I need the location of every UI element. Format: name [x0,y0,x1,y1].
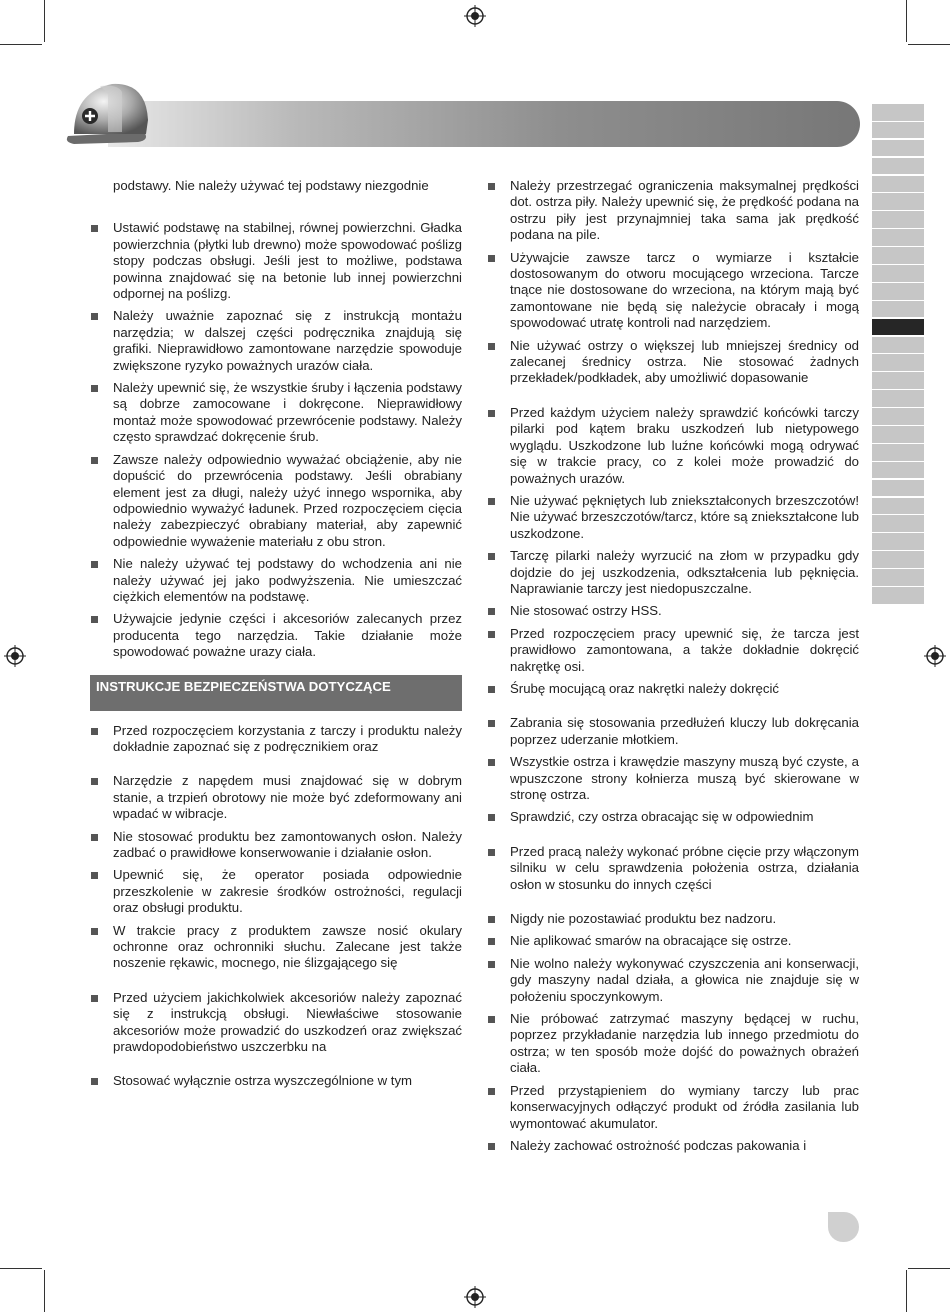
bullet-icon [488,916,495,923]
list-item-text: Śrubę mocującą oraz nakrętki należy dokręcić [510,680,780,696]
registration-mark-icon [464,1286,486,1308]
list-item [487,178,859,244]
bullet-icon [488,759,495,766]
header-band [108,101,860,147]
bullet-icon [488,849,495,856]
crop-mark [908,44,950,45]
list-item-text: Stosować wyłącznie ostrza wyszczególnione w tym [113,1073,413,1089]
list-item-text: Przed przystąpieniem do wymiany tarczy lub prac konserwacyjnych odłączyć produkt od źródła zasilania lub wymontować akumulator. [510,1082,859,1131]
list-item [90,990,462,1056]
list-item [487,844,859,893]
language-tab-active [872,319,924,336]
list-item-text: Nie należy używać tej podstawy do wchodzenia ani nie należy używać jej jako podwyższenia. Nie umieszczać ciężkich elementów na podstawę. [113,556,462,604]
list-item-text: Przed pracą należy wykonać próbne cięcie przy włączonym silniku w celu sprawdzenia położenia ostrza, działania osłon w stosunku do innych części [510,843,859,892]
list-item-text: Nie próbować zatrzymać maszyny będącej w ruchu, poprzez przykładanie narzędzia lub innego przedmiotu do ostrza; w ten sposób może dojść do poważnych obrażeń ciała. [510,1011,859,1076]
language-tab [872,122,924,139]
list-item-text: Ustawić podstawę na stabilnej, równej powierzchni. Gładka powierzchnia (płytki lub drewno) może spowodować poślizg stopy podczas obsługi. Jeśli jest to możliwe, podstawa powinna znajdować się na betonie lub innej powierzchni odpornej na poślizg. [113,220,462,302]
bullet-icon [488,255,495,262]
list-item [487,911,859,927]
list-item-text: Nie wolno należy wykonywać czyszczenia ani konserwacji, gdy maszyny nadal działa, a głowica nie znajduje się w położeniu spoczynkowym. [510,955,859,1004]
paragraph: podstawy. Nie należy używać tej podstawy niezgodnie [113,178,429,193]
list-item [90,723,462,756]
language-tab [872,480,924,497]
list-item [487,626,859,675]
bullet-icon [488,720,495,727]
list-item [90,829,462,862]
bullet-icon [91,778,98,785]
language-tab [872,247,924,264]
registration-mark-icon [464,5,486,27]
language-tab-strip [872,104,924,605]
crop-mark [906,0,907,42]
list-item [90,867,462,916]
language-tab [872,372,924,389]
bullet-icon [488,814,495,821]
list-item-text: Przed użyciem jakichkolwiek akcesoriów należy zapoznać się z instrukcją obsługi. Niewłaściwe stosowanie akcesoriów może prowadzić do uszkodzeń oraz zwiększać prawdopodobieństwo uszczerbku na [113,989,462,1055]
bullet-icon [488,631,495,638]
list-item-text: Należy upewnić się, że wszystkie śruby i łączenia podstawy są dobrze zamocowane i dokręcone. Nieprawidłowy montaż może spowodować przewrócenie podstawy. Należy często sprawdzać dokręcenie śrub. [113,380,462,445]
list-item-text: Tarczę pilarki należy wyrzucić na złom w przypadku gdy dojdzie do jej uszkodzenia, odkształcenia lub pęknięcia. Naprawianie tarczy jest niedopuszczalne. [510,548,859,596]
language-tab [872,498,924,515]
bullet-icon [488,938,495,945]
bullet-icon [91,313,98,320]
list-item [487,1138,859,1154]
list-item [487,809,859,825]
bullet-icon [488,410,495,417]
bullet-icon [488,343,495,350]
bullet-icon [91,385,98,392]
language-tab [872,211,924,228]
list-item [487,250,859,332]
list-item [487,754,859,803]
list-item-text: Nie używać pękniętych lub zniekształconych brzeszczotów! Nie używać brzeszczotów/tarcz, które są zniekształcone lub uszkodzone. [510,492,859,541]
registration-mark-icon [4,645,26,667]
bullet-icon [91,728,98,735]
bullet-icon [488,183,495,190]
list-item [90,452,462,550]
bullet-icon [488,961,495,968]
list-item-text: Upewnić się, że operator posiada odpowiednie przeszkolenie w zakresie środków ostrożności, regulacji oraz obsługi produktu. [113,867,462,916]
bullet-icon [91,995,98,1002]
list-item-text: Należy zachować ostrożność podczas pakowania i [510,1137,807,1153]
list-item [487,603,859,619]
language-tab [872,140,924,157]
list-item-text: Nigdy nie pozostawiać produktu bez nadzoru. [510,911,777,927]
language-tab [872,462,924,479]
page-number-marker [828,1212,859,1242]
language-tab [872,569,924,586]
list-item [90,923,462,972]
bullet-icon [488,686,495,693]
list-item-text: Używajcie zawsze tarcz o wymiarze i kształcie dostosowanym do otworu mocującego wrzeciona. Tarcze tnące nie dostosowane do wrzeciona, na którym mają być zamontowane nie będą się należycie obracały i mogą spowodować utratę kontroli nad narzędziem. [510,249,859,331]
list-item-text: Używajcie jedynie części i akcesoriów zalecanych przez producenta tego narzędzia. Takie działanie może spowodować poważne urazy ciała. [113,611,462,660]
list-item [487,548,859,597]
crop-mark [908,1268,950,1269]
list-item-text: Zabrania się stosowania przedłużeń kluczy lub dokręcania poprzez uderzanie młotkiem. [510,715,859,747]
crop-mark [906,1270,907,1312]
bullet-icon [91,834,98,841]
language-tab [872,444,924,461]
list-item-text: Sprawdzić, czy ostrza obracając się w odpowiednim [510,809,814,825]
list-item-text: Przed każdym użyciem należy sprawdzić końcówki tarczy pilarki pod kątem braku uszkodzeń lub nietypowego wyglądu. Uszkodzone lub luźne końcówki mogą odrywać się w trakcie pracy, co z kolei może prowadzić do poważnych urazów. [510,404,859,486]
list-item [90,220,462,302]
bullet-icon [488,608,495,615]
list-item-text: Należy przestrzegać ograniczenia maksymalnej prędkości dot. ostrza piły. Należy upewnić się, że prędkość podana na ostrzu piły jest przynajmniej taka sama jak prędkość podana na pile. [510,178,859,243]
language-tab [872,337,924,354]
crop-mark [0,44,42,45]
language-tab [872,283,924,300]
list-item [487,338,859,387]
language-tab [872,193,924,210]
list-item [487,405,859,487]
bullet-icon [91,1078,98,1085]
list-item [90,556,462,605]
list-item-text: Nie stosować ostrzy HSS. [510,603,662,619]
crop-mark [44,0,45,42]
list-item-text: Nie używać ostrzy o większej lub mniejszej średnicy od zalecanej średnicy ostrza. Nie stosować żadnych przekładek/podkładek, aby umożliwić dopasowanie [510,337,859,386]
list-item-text: Narzędzie z napędem musi znajdować się w dobrym stanie, a trzpień obrotowy nie może być zdeformowany ani wpadać w wibracje. [113,773,462,822]
language-tab [872,408,924,425]
list-item [487,493,859,542]
list-item-text: Wszystkie ostrza i krawędzie maszyny muszą być czyste, a wpuszczone strony kołnierza muszą być skierowane w stronę ostrza. [510,754,859,802]
bullet-icon [91,225,98,232]
bullet-icon [488,1016,495,1023]
language-tab [872,104,924,121]
list-item-text: Zawsze należy odpowiednio wyważać obciążenie, aby nie dopuścić do przewrócenia podstawy. Jeśli obrabiany element jest za długi, należy użyć innego wspornika, aby odpowiednio wyważyć ładunek. Przed rozpoczęciem cięcia należy zabezpieczyć obrabiany materiał, aby zapewnić odpowiednie wyważenie materiału z obu stron. [113,451,462,549]
list-item [90,308,462,374]
bullet-icon [91,872,98,879]
language-tab [872,229,924,246]
bullet-icon [91,616,98,623]
language-tab [872,551,924,568]
registration-mark-icon [924,645,946,667]
language-tab [872,354,924,371]
bullet-icon [488,498,495,505]
bullet-icon [91,928,98,935]
safety-helmet-icon [60,72,160,152]
language-tab [872,587,924,604]
list-item-text: Należy uważnie zapoznać się z instrukcją montażu narzędzia; w dalszej części podręcznika znajdują się grafiki. Nieprawidłowo zamontowane narzędzie spowoduje zwiększone ryzyko poważnych urazów ciała. [113,308,462,373]
list-item [487,681,859,697]
language-tab [872,301,924,318]
language-tab [872,390,924,407]
list-item [487,933,859,949]
bullet-icon [488,553,495,560]
left-column [90,178,462,1096]
bullet-icon [488,1143,495,1150]
language-tab [872,515,924,532]
language-tab [872,265,924,282]
language-tab [872,426,924,443]
language-tab [872,158,924,175]
crop-mark [44,1270,45,1312]
language-tab [872,533,924,550]
list-item [487,956,859,1005]
crop-mark [0,1268,42,1269]
list-item [487,1083,859,1132]
list-item-text: Przed rozpoczęciem pracy upewnić się, że tarcza jest prawidłowo zamontowana, a także dokładnie dokręcić nakrętkę osi. [510,625,859,674]
language-tab [872,176,924,193]
bullet-icon [91,561,98,568]
list-item-text: Nie aplikować smarów na obracające się ostrze. [510,933,792,949]
bullet-icon [91,457,98,464]
list-item [90,773,462,822]
list-item [487,1011,859,1077]
list-item [90,611,462,660]
list-item-text: Nie stosować produktu bez zamontowanych osłon. Należy zadbać o prawidłowe konserwowanie i działanie osłon. [113,828,462,860]
list-item [487,715,859,748]
section-heading: INSTRUKCJE BEZPIECZEŃSTWA DOTYCZĄCE [90,675,462,711]
right-column [487,178,859,1160]
list-item [90,1073,462,1089]
bullet-icon [488,1088,495,1095]
list-item-text: W trakcie pracy z produktem zawsze nosić okulary ochronne oraz ochronniki słuchu. Zalecane jest także noszenie rękawic, mocnego, nie ślizgającego się [113,922,462,971]
list-item-text: Przed rozpoczęciem korzystania z tarczy i produktu należy dokładnie zapoznać się z podręcznikiem oraz [113,722,462,754]
list-item [90,380,462,446]
